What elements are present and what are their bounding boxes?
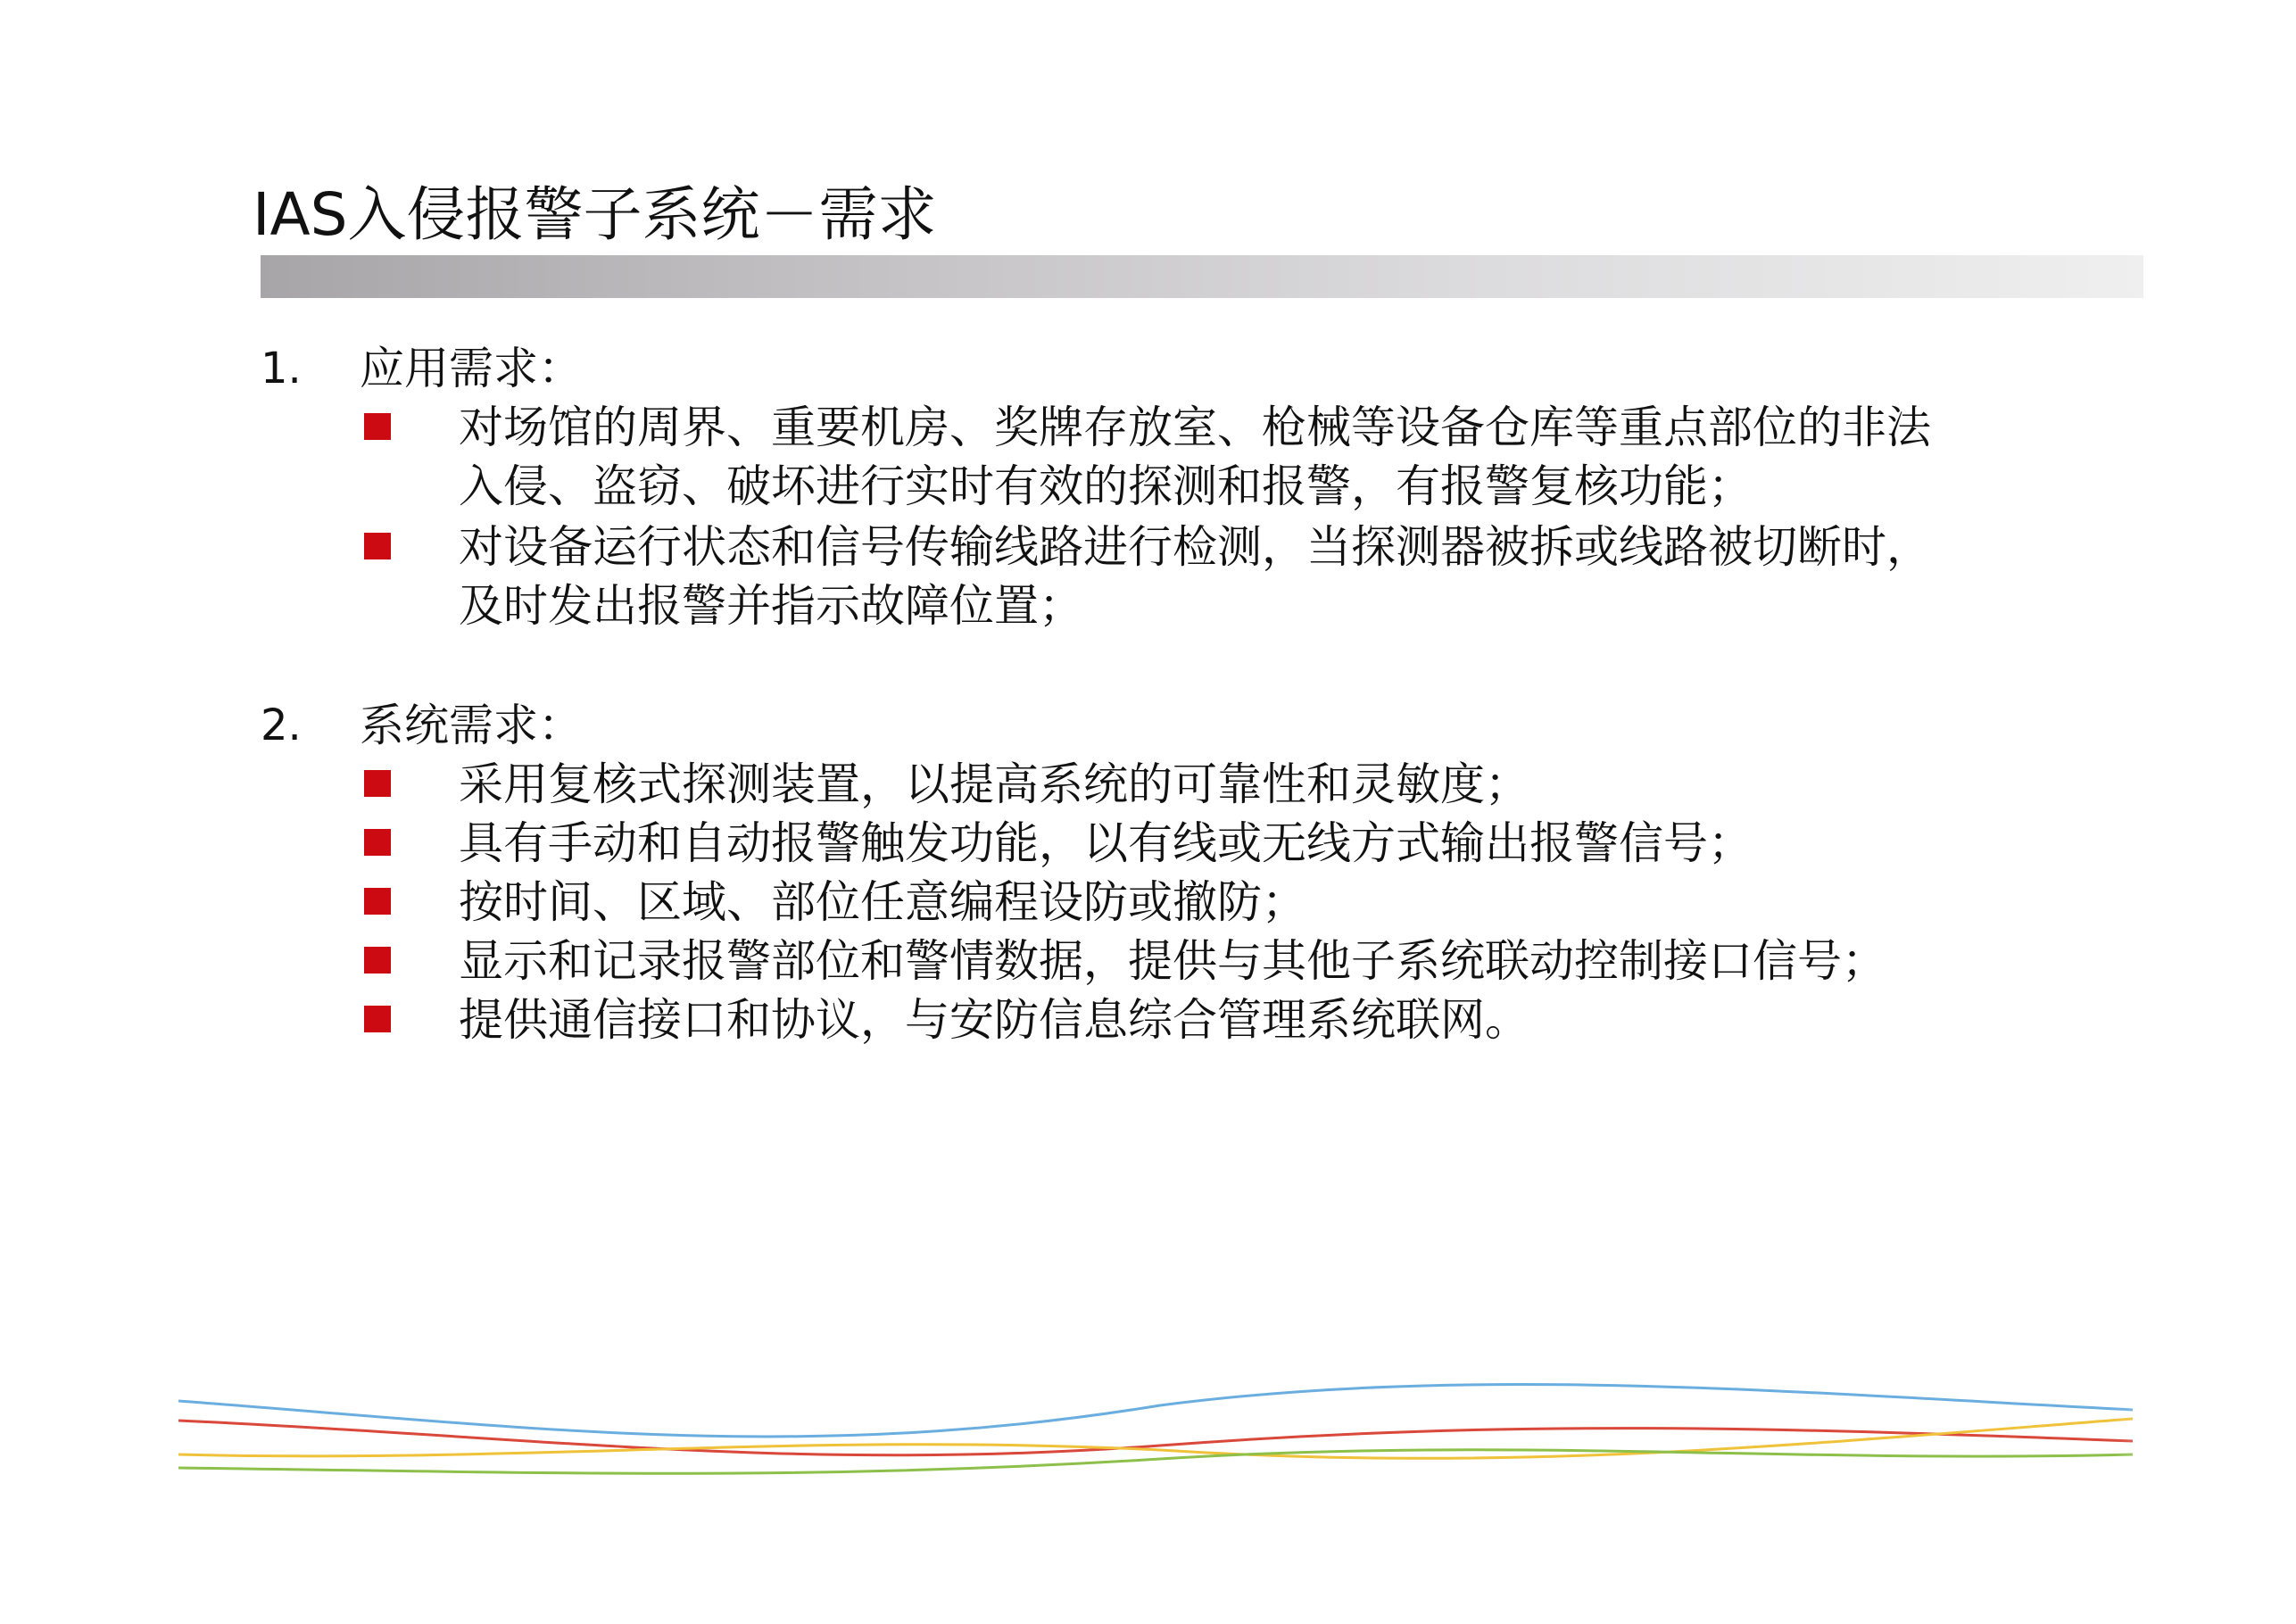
section-heading: 应用需求： bbox=[360, 343, 583, 394]
red-square-bullet-icon bbox=[364, 1006, 391, 1032]
red-square-bullet-icon bbox=[364, 888, 391, 915]
bullet-text-line: 显示和记录报警部位和警情数据，提供与其他子系统联动控制接口信号； bbox=[459, 935, 1886, 987]
red-square-bullet-icon bbox=[364, 770, 391, 797]
bullet-text-line: 入侵、盗窃、破坏进行实时有效的探测和报警，有报警复核功能； bbox=[459, 460, 1753, 512]
bullet-text-line: 按时间、区域、部位任意编程设防或撤防； bbox=[459, 876, 1306, 928]
section-number: 2. bbox=[261, 700, 302, 750]
section-number: 1. bbox=[261, 344, 302, 394]
bullet-text-line: 对场馆的周界、重要机房、奖牌存放室、枪械等设备仓库等重点部位的非法 bbox=[459, 402, 1931, 453]
bullet-text-line: 具有手动和自动报警触发功能，以有线或无线方式输出报警信号； bbox=[459, 817, 1753, 869]
bullet-text-line: 对设备运行状态和信号传输线路进行检测，当探测器被拆或线路被切断时， bbox=[459, 521, 1931, 573]
red-square-bullet-icon bbox=[364, 829, 391, 856]
red-square-bullet-icon bbox=[364, 947, 391, 974]
red-square-bullet-icon bbox=[364, 413, 391, 440]
title-underline-bar bbox=[261, 255, 2143, 298]
section-heading: 系统需求： bbox=[360, 700, 583, 751]
wave-blue bbox=[178, 1385, 2133, 1437]
bullet-text-line: 采用复核式探测装置，以提高系统的可靠性和灵敏度； bbox=[459, 758, 1529, 810]
bullet-text-line: 提供通信接口和协议，与安防信息综合管理系统联网。 bbox=[459, 994, 1529, 1046]
bullet-text-line: 及时发出报警并指示故障位置； bbox=[459, 580, 1083, 632]
slide-title: IAS入侵报警子系统－需求 bbox=[253, 180, 937, 249]
red-square-bullet-icon bbox=[364, 533, 391, 559]
decorative-waves bbox=[0, 1365, 2296, 1490]
